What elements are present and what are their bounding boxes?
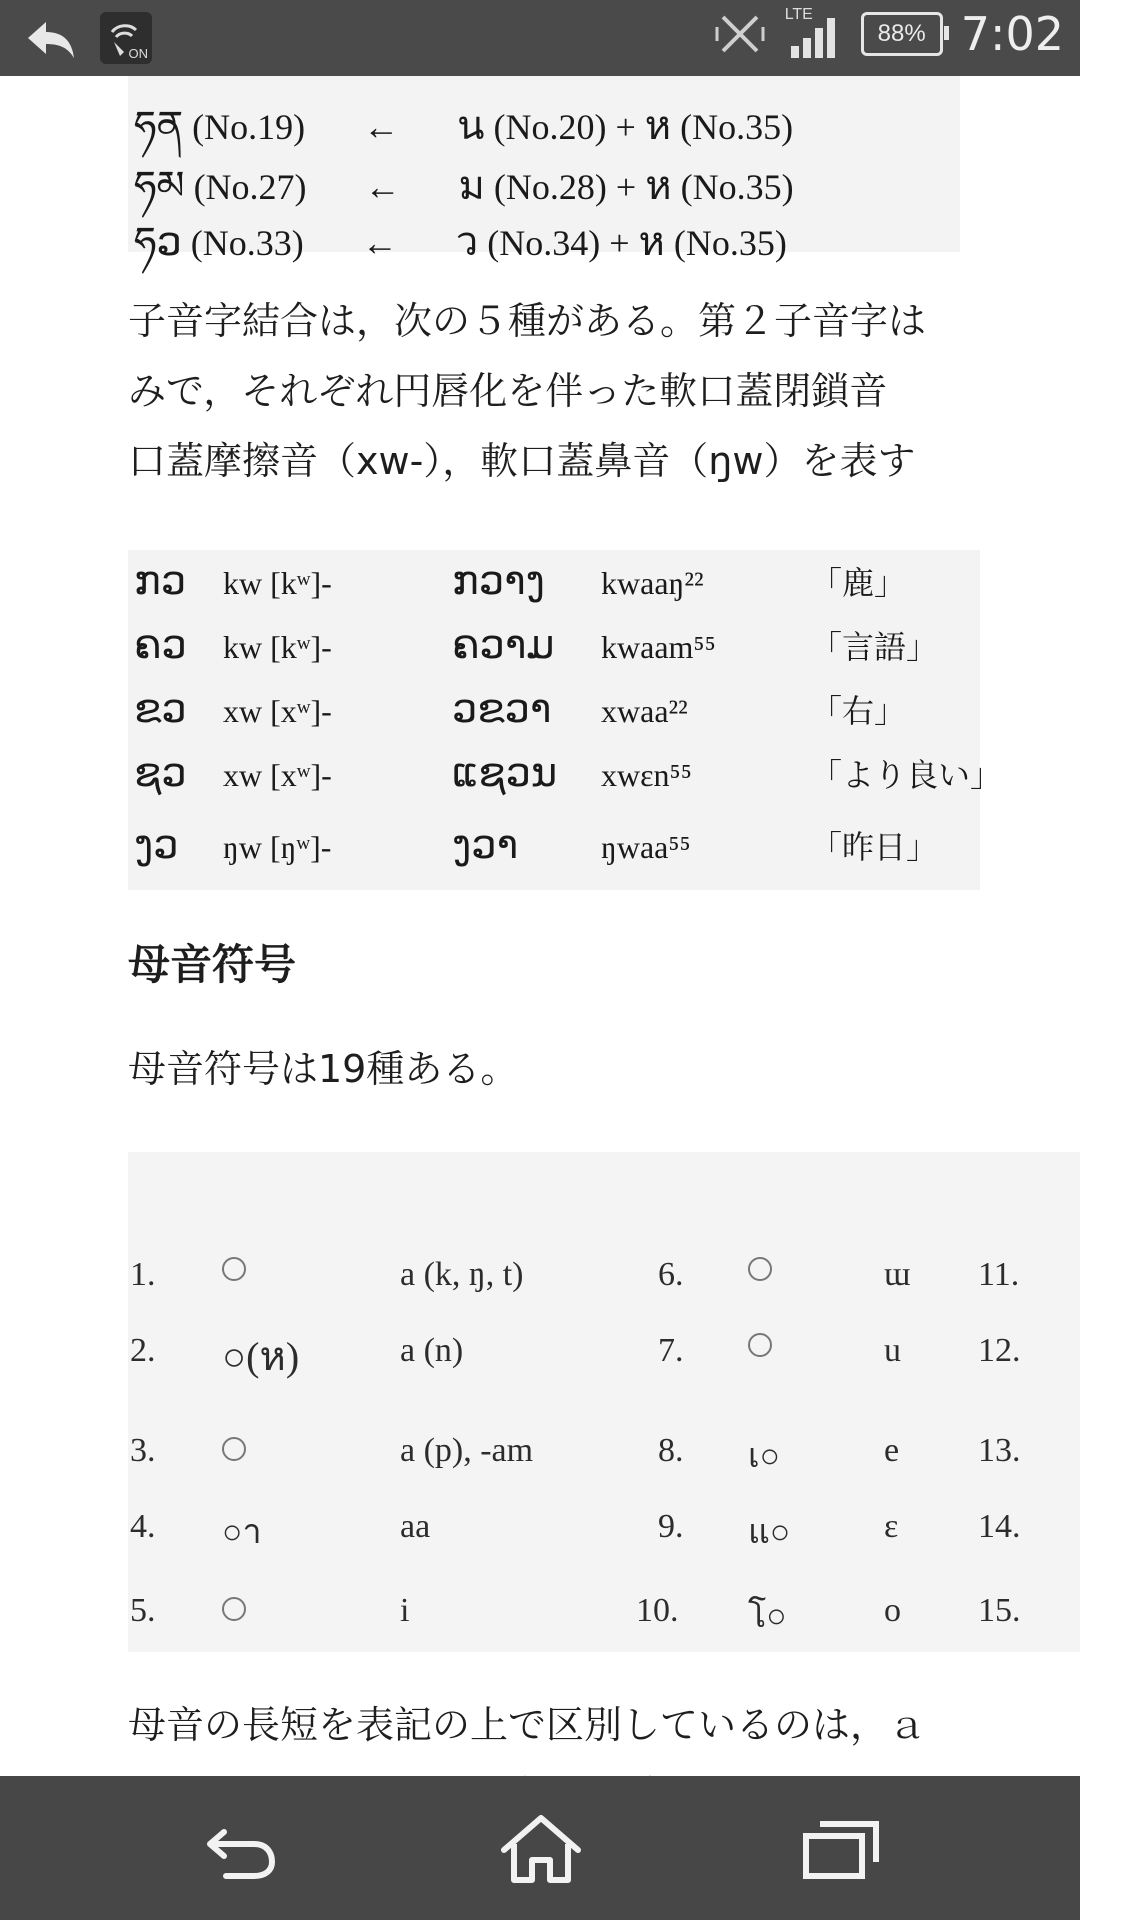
vowel-num: 4. [130, 1508, 156, 1545]
recents-icon [796, 1814, 886, 1884]
vowel-value: e [884, 1432, 900, 1469]
vowel-value: u [884, 1332, 901, 1369]
vowel-sign: ○(ห) [222, 1334, 300, 1379]
section-heading: 母音符号 [128, 940, 297, 989]
vowel-sign [222, 1428, 246, 1466]
romanization: xwaa²² [601, 693, 688, 729]
battery-icon [861, 12, 943, 56]
network-type-label: LTE [784, 6, 813, 23]
vowel-num: 7. [658, 1332, 684, 1369]
thai-glyph: ຄວ [134, 622, 187, 668]
table2-row [134, 622, 938, 668]
thai-glyph: ກວ [134, 558, 187, 604]
vowel-num: 8. [658, 1432, 684, 1469]
status-bar [0, 0, 1080, 76]
thai-word: ງວາ [452, 822, 519, 868]
paragraph-consonant-clusters [128, 286, 1128, 496]
table1-mid: (No.28) + [493, 167, 637, 207]
paragraph-line: みで，それぞれ円唇化を伴った軟口蓋閉鎖音 [128, 369, 888, 413]
gloss: 「言語」 [810, 629, 939, 665]
paragraph-line: 母音の長短を表記の上で区別しているのは，ａ [128, 1703, 927, 1747]
cluster-examples-table [128, 550, 1003, 890]
table1-left: (No.27) [193, 167, 307, 207]
vowel-value: a (k, ŋ, t) [400, 1256, 524, 1293]
arrow-icon: ← [363, 107, 400, 147]
vowel-num: 6. [658, 1256, 684, 1293]
vowel-num: 5. [130, 1592, 156, 1629]
vowel-signs-table [128, 1152, 1080, 1652]
vowel-value: o [884, 1592, 901, 1629]
vowel-num: 13. [978, 1432, 1021, 1469]
vowel-sign [222, 1248, 246, 1286]
arrow-icon: ← [364, 167, 401, 207]
signal-icon [785, 6, 843, 62]
vowel-value: ɯ [884, 1256, 911, 1293]
back-button[interactable] [196, 1814, 286, 1884]
navigation-bar [0, 1776, 1080, 1920]
romanization: ŋwaa⁵⁵ [601, 829, 691, 865]
cluster-code: xw [xʷ]- [223, 757, 332, 793]
reply-arrow-icon[interactable] [22, 10, 78, 66]
vowel-num: 10. [636, 1592, 679, 1629]
cluster-code: xw [xʷ]- [223, 693, 332, 729]
thai-word: ວຂວາ [452, 686, 552, 732]
arrow-icon: ← [361, 223, 398, 263]
paragraph-line: 口蓋摩擦音（xw-），軟口蓋鼻音（ŋw）を表す [128, 439, 916, 483]
clock: 7:02 [960, 7, 1064, 61]
thai-glyph: ཧམ [134, 163, 185, 209]
recents-button[interactable] [796, 1814, 886, 1884]
table1-left: (No.19) [192, 107, 306, 147]
vowel-num: 12. [978, 1332, 1021, 1369]
thai-word: ກວາງ [452, 558, 545, 604]
thai-glyph: ງວ [134, 822, 179, 868]
thai-glyph: ຂວ [134, 686, 187, 732]
thai-glyph: ཧວ [134, 219, 182, 265]
vowel-num: 3. [130, 1432, 156, 1469]
vowel-num: 9. [658, 1508, 684, 1545]
thai-glyph: ห [645, 163, 672, 209]
thai-glyph: น [457, 103, 485, 149]
vowel-sign: แ○ [748, 1514, 791, 1551]
table1-right: (No.35) [680, 167, 794, 207]
vowel-num: 14. [978, 1508, 1021, 1545]
vowel-value: a (p), -am [400, 1432, 534, 1469]
thai-glyph: ว [455, 219, 479, 265]
paragraph-line: 子音字結合は，次の５種がある。第２子音字は [128, 299, 927, 343]
cluster-code: ŋw [ŋʷ]- [223, 829, 332, 865]
table2-row [134, 558, 906, 604]
back-icon [196, 1814, 286, 1884]
table1-right: (No.35) [673, 223, 787, 263]
romanization: xwɛn⁵⁵ [601, 757, 692, 793]
table1-left: (No.33) [190, 223, 304, 263]
gloss: 「より良い」 [810, 757, 1003, 793]
vibrate-off-icon [713, 7, 767, 61]
vowel-sign [748, 1248, 772, 1286]
table1-right: (No.35) [680, 107, 794, 147]
vowel-value: ɛ [884, 1508, 899, 1545]
vowel-num: 15. [978, 1592, 1021, 1629]
consonant-combination-table [128, 76, 960, 265]
romanization: kwaaŋ²² [601, 565, 704, 601]
thai-glyph: ห [638, 219, 665, 265]
thai-glyph: ห [644, 103, 672, 149]
romanization: kwaam⁵⁵ [601, 629, 716, 665]
vowel-sign: โ○ [748, 1598, 787, 1635]
cluster-code: kw [kʷ]- [223, 629, 332, 665]
vowel-num: 1. [130, 1256, 156, 1293]
signal-strength [785, 6, 843, 62]
table2-row [134, 822, 938, 868]
wifi-badge-label: ON [128, 46, 148, 61]
table2-row [134, 686, 906, 732]
thai-glyph: ຊວ [134, 750, 187, 796]
home-icon [496, 1814, 586, 1884]
cluster-code: kw [kʷ]- [223, 565, 332, 601]
thai-glyph: ม [458, 163, 485, 209]
thai-word: ແຊວນ [452, 750, 558, 796]
paragraph-vowel-count: 母音符号は19種ある。 [128, 1047, 519, 1091]
vowel-sign [748, 1324, 772, 1362]
article-content[interactable] [0, 76, 1080, 1776]
vowel-value: aa [400, 1508, 431, 1545]
table1-mid: (No.34) + [487, 223, 630, 263]
vowel-num: 2. [130, 1332, 156, 1369]
gloss: 「昨日」 [810, 829, 939, 865]
vowel-value: a (n) [400, 1332, 464, 1369]
vowel-num: 11. [978, 1256, 1020, 1293]
vowel-sign [222, 1588, 246, 1626]
vowel-sign: เ○ [748, 1438, 781, 1475]
gloss: 「右」 [810, 693, 907, 729]
vowel-value: i [400, 1592, 410, 1629]
home-button[interactable] [496, 1814, 586, 1884]
vowel-sign: ○า [222, 1514, 262, 1551]
thai-glyph: ཧན [134, 103, 184, 149]
table1-mid: (No.20) + [493, 107, 636, 147]
table2-row [134, 750, 1002, 796]
thai-word: ຄວາມ [452, 622, 555, 668]
wifi-calling-icon [100, 12, 152, 64]
battery-level: 88% [877, 20, 926, 47]
gloss: 「鹿」 [810, 565, 907, 601]
